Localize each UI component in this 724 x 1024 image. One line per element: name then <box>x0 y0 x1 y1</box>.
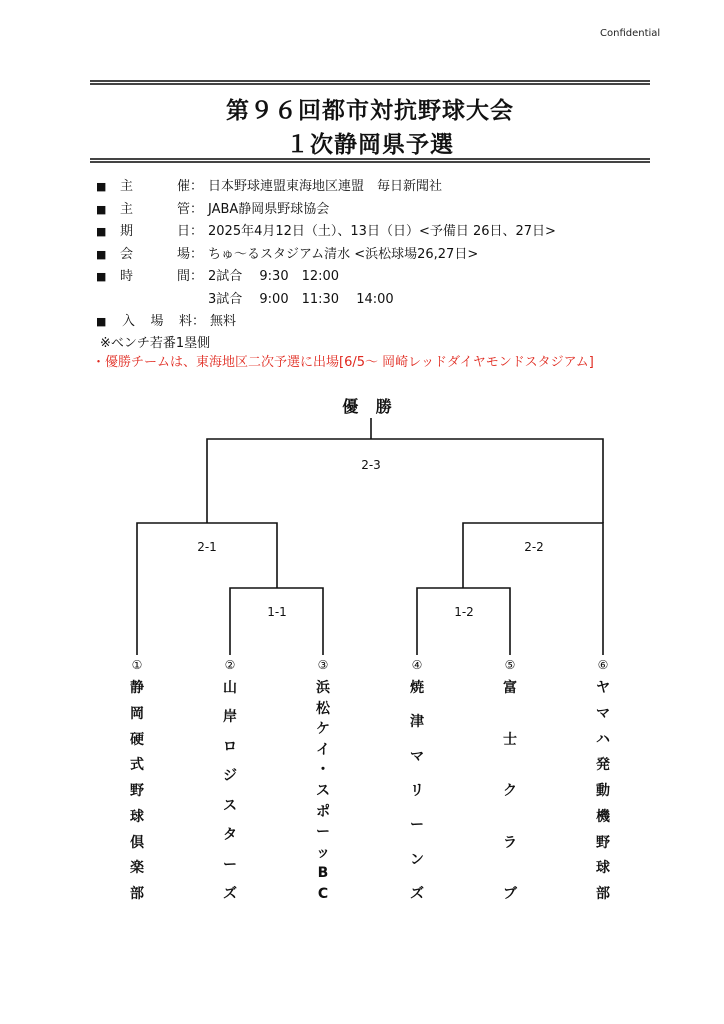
team-name-char: ケ <box>316 721 330 738</box>
team-name-char: 球 <box>130 808 144 825</box>
info-value: ちゅ～るスタジアム清水 <浜松球場26,27日> <box>208 246 479 262</box>
page-subtitle: １次静岡県予選 <box>286 132 454 158</box>
team-name-char: イ <box>316 741 330 758</box>
team-seed: ⑤ <box>504 658 516 672</box>
team-name-char: ロ <box>223 738 237 755</box>
label-char: 時 <box>120 269 134 284</box>
match-r1-left-label: 1-1 <box>267 605 287 619</box>
team-name-char: 松 <box>316 700 330 717</box>
team-name <box>308 680 338 902</box>
confidential-label: Confidential <box>600 28 661 39</box>
team-name <box>215 680 245 902</box>
team-name <box>402 680 432 902</box>
team-seed: ① <box>131 658 143 672</box>
team-name <box>588 680 618 902</box>
label-char: 料 <box>178 314 192 329</box>
team-name-char: 焼 <box>410 680 424 696</box>
team-name-char: ヤ <box>596 680 610 696</box>
team-name-char: C <box>317 885 329 902</box>
match-semi-left-label: 2-1 <box>197 540 217 554</box>
team-seed: ② <box>224 658 236 672</box>
colon: ： <box>192 314 206 329</box>
team-name-char: ズ <box>223 885 237 902</box>
team-name-char: 部 <box>596 886 610 902</box>
colon: ： <box>190 224 204 239</box>
team-name-char: タ <box>223 827 237 844</box>
team-name-char: ー <box>410 817 424 834</box>
champion-label: 優 勝 <box>342 397 398 416</box>
team-name-char: ラ <box>503 834 517 851</box>
r1-left-line <box>230 588 323 655</box>
team-name-char: 山 <box>223 680 237 696</box>
team-name <box>495 680 525 902</box>
info-value: 日本野球連盟東海地区連盟 毎日新聞社 <box>208 179 443 194</box>
label-char: 管 <box>176 201 190 217</box>
team-name-char: 倶 <box>130 834 144 851</box>
team-name-char: 浜 <box>316 680 330 696</box>
team-name <box>122 680 152 902</box>
bullet-icon: ■ <box>96 315 107 328</box>
label-char: 入 <box>122 314 136 329</box>
label-char: 場 <box>176 246 190 262</box>
bullet-icon: ■ <box>96 180 107 193</box>
info-value: 2025年4月12日（土）、13日（日）<予備日 26日、27日> <box>208 224 556 239</box>
label-char: 期 <box>120 224 134 239</box>
team-name-char: リ <box>410 782 424 799</box>
label-char: 会 <box>120 246 134 262</box>
team-column <box>122 655 152 902</box>
info-value: 3試合 9:00 11:30 14:00 <box>208 291 394 307</box>
team-name-char: 野 <box>596 834 610 851</box>
team-seed: ④ <box>411 658 423 672</box>
team-name-char: マ <box>596 705 610 722</box>
label-char: 場 <box>150 314 164 329</box>
label-char: 間 <box>176 269 190 284</box>
match-final-label: 2-3 <box>361 458 381 472</box>
info-value: 2試合 9:30 12:00 <box>208 269 340 284</box>
team-name-char: ス <box>316 782 330 799</box>
colon: ： <box>190 201 204 217</box>
team-name-char: 士 <box>503 731 517 748</box>
colon: ： <box>190 246 204 262</box>
info-value: JABA静岡県野球協会 <box>208 201 330 217</box>
match-r1-right-label: 1-2 <box>454 605 474 619</box>
colon: ： <box>190 179 204 194</box>
info-value: 無料 <box>210 314 237 329</box>
team-name-char: ン <box>410 851 424 868</box>
label-char: 催 <box>176 179 190 194</box>
team-name-char: 球 <box>596 860 610 877</box>
team-name-char: 機 <box>596 808 610 825</box>
team-name-char: ハ <box>596 731 610 748</box>
final-line <box>207 439 603 523</box>
team-column <box>402 655 432 902</box>
team-column <box>215 655 245 902</box>
team-name-char: 楽 <box>130 860 144 877</box>
label-char: 日 <box>176 224 190 239</box>
team-name-char: ポ <box>316 803 330 820</box>
team-name-char: ジ <box>223 768 237 785</box>
bullet-icon: ■ <box>96 247 107 261</box>
team-name-char: 硬 <box>130 731 144 748</box>
bullet-icon: ■ <box>96 202 107 216</box>
team-name-char: 部 <box>130 886 144 902</box>
team-column <box>588 655 618 902</box>
team-name-char: 静 <box>130 680 144 696</box>
team-name-char: 動 <box>596 783 610 799</box>
team-name-char: ス <box>223 797 237 814</box>
colon: ： <box>190 269 204 284</box>
bench-note: ※ベンチ若番1塁側 <box>100 335 211 351</box>
page-title: 第９６回都市対抗野球大会 <box>226 98 514 124</box>
team-column <box>495 655 525 902</box>
team-name-char: 津 <box>410 714 424 731</box>
r1-right-line <box>417 588 510 655</box>
team-name-char: 式 <box>130 757 144 774</box>
team-name-char: ク <box>503 783 517 799</box>
team-name-char: 岡 <box>130 705 144 722</box>
team-name-char: 野 <box>130 783 144 799</box>
team-name-char: ・ <box>316 762 330 779</box>
team-column <box>308 655 338 902</box>
label-char: 主 <box>120 201 134 217</box>
team-name-char: ッ <box>316 844 330 861</box>
team-name-char: ズ <box>410 885 424 902</box>
label-char: 主 <box>120 179 134 194</box>
winner-note: ・優勝チームは、東海地区二次予選に出場[6/5～ 岡崎レッドダイヤモンドスタジアム] <box>92 354 594 370</box>
bullet-icon: ■ <box>96 225 107 238</box>
team-name-char: ー <box>223 856 237 873</box>
team-seed: ③ <box>317 658 329 672</box>
team-name-char: ー <box>316 824 330 841</box>
bullet-icon: ■ <box>96 270 107 283</box>
team-name-char: 岸 <box>223 709 237 726</box>
team-name-char: 富 <box>503 680 517 696</box>
team-name-char: 発 <box>596 757 610 774</box>
team-seed: ⑥ <box>597 658 609 672</box>
match-semi-right-label: 2-2 <box>524 540 544 554</box>
team-name-char: ブ <box>503 886 517 902</box>
team-name-char: マ <box>410 748 424 765</box>
team-name-char: B <box>317 865 329 882</box>
